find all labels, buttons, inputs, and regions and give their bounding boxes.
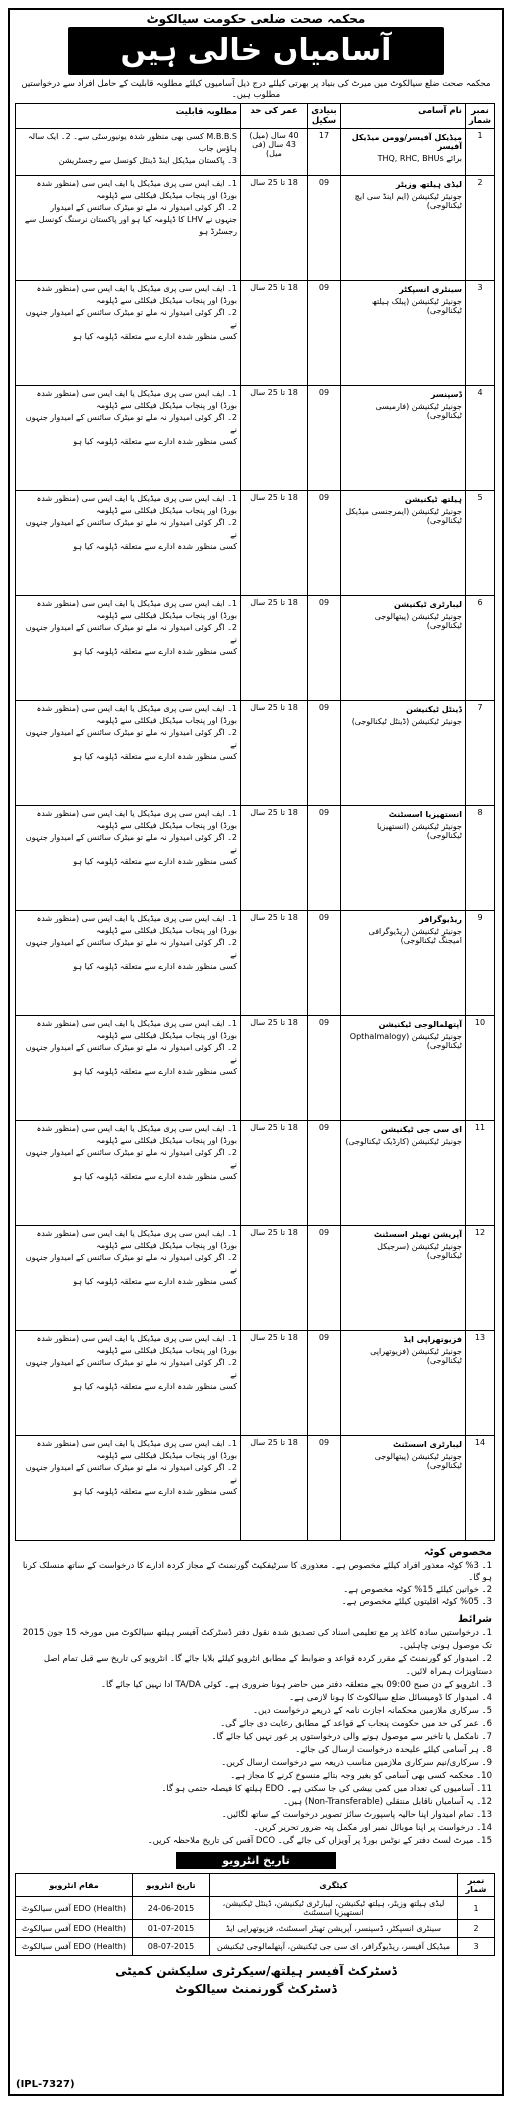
cell-post	[341, 281, 466, 386]
post-title: ای سی جی ٹیکنیشن	[380, 1125, 462, 1134]
cell-no: 6	[466, 596, 495, 701]
cell-post	[341, 386, 466, 491]
interview-header-date: تاریخ انٹرویو	[133, 1874, 210, 1897]
cell-scale: 09	[308, 806, 341, 911]
cell-post	[341, 701, 466, 806]
post-subtitle: جونیئر ٹیکنیشن (پبلک ہیلتھ ٹیکنالوجی)	[371, 297, 462, 315]
qualification-line: 2۔ اگر کوئی امیدوار نہ ملے تو میٹرک سائنس کے امیدوار جنہوں نے	[25, 413, 237, 434]
conditions-section	[10, 1608, 502, 1848]
condition-item: 6۔ عمر کی حد میں حکومت پنجاب کے قواعد کے مطابق رعایت دی جائے گی۔	[220, 1719, 492, 1729]
qualification-line: کسی منظور شدہ ادارے سے متعلقہ ڈپلومہ کیا ہو	[73, 332, 237, 341]
intro-text: محکمہ صحت ضلع سیالکوٹ میں میرٹ کی بنیاد پر بھرتی کیلئے درج ذیل آسامیوں کیلئے مطلوبہ قابلیت کے حامل افراد سے درخواستیں مطلوب ہیں۔	[21, 79, 491, 100]
cell-age: 18 تا 25 سال	[241, 491, 308, 596]
post-title: انستھیزیا اسسٹنٹ	[388, 810, 462, 819]
header-scale: بنیادی سکیل	[308, 104, 341, 129]
qualification-line: 2۔ اگر کوئی امیدوار نہ ملے تو میٹرک سائنس کے امیدوار جنہوں نے	[25, 1253, 237, 1274]
cell-qualification	[16, 1016, 241, 1121]
header-qualification: مطلوبہ قابلیت	[16, 104, 241, 129]
interview-header-row	[16, 1874, 495, 1897]
qualification-line: 1۔ ایف ایس سی پری میڈیکل یا ایف ایس سی (منظور شدہ بورڈ) اور پنجاب میڈیکل فیکلٹی سے ڈپلومہ	[36, 389, 237, 410]
interview-row	[16, 1920, 495, 1938]
qualification-line: 1۔ ایف ایس سی پری میڈیکل یا ایف ایس سی (منظور شدہ بورڈ) اور پنجاب میڈیکل فیکلٹی سے ڈپلومہ	[36, 494, 237, 515]
qualification-line: کسی منظور شدہ ادارے سے متعلقہ ڈپلومہ کیا ہو	[73, 962, 237, 971]
cell-no: 7	[466, 701, 495, 806]
interview-row	[16, 1897, 495, 1920]
qualification-line: 2۔ اگر کوئی امیدوار نہ ملے تو میٹرک سائنس کے امیدوار جنہوں نے	[25, 938, 237, 959]
interview-body	[16, 1897, 495, 1956]
cell-scale: 09	[308, 701, 341, 806]
condition-item: 3۔ انٹرویو کے دن صبح 09:00 بجے متعلقہ دفتر میں حاضر ہونا ضروری ہے۔ کوئی TA/DA ادا نہیں کیا جائے گا۔	[101, 1680, 492, 1690]
cell-no: 9	[466, 911, 495, 1016]
cell-qualification	[16, 129, 241, 176]
interview-cell-venue: EDO (Health) آفس سیالکوٹ	[16, 1920, 133, 1938]
cell-qualification	[16, 491, 241, 596]
cell-post	[341, 176, 466, 281]
cell-post	[341, 491, 466, 596]
condition-item: 4۔ امیدوار کا ڈومیسائل ضلع سیالکوٹ کا ہونا لازمی ہے۔	[289, 1693, 492, 1703]
cell-scale: 09	[308, 1331, 341, 1436]
table-row	[16, 176, 495, 281]
qualification-line: 1۔ ایف ایس سی پری میڈیکل یا ایف ایس سی (منظور شدہ بورڈ) اور پنجاب میڈیکل فیکلٹی سے ڈپلومہ	[36, 179, 237, 200]
qualification-line: کسی منظور شدہ ادارے سے متعلقہ ڈپلومہ کیا ہو	[73, 1487, 237, 1496]
qualification-line: M.B.B.S کسی بھی منظور شدہ یونیورسٹی سے۔ 2۔ ایک سالہ ہاؤس جاب	[27, 132, 237, 153]
interview-title: تاریخ انٹرویو	[176, 1852, 336, 1869]
post-title: آپریشن تھیٹر اسسٹنٹ	[373, 1230, 462, 1239]
qualification-line: 3۔ پاکستان میڈیکل اینڈ ڈینٹل کونسل سے رجسٹریشن	[58, 156, 237, 165]
cell-age: 18 تا 25 سال	[241, 281, 308, 386]
table-row	[16, 386, 495, 491]
cell-post	[341, 1331, 466, 1436]
header-no: نمبر شمار	[466, 104, 495, 129]
interview-cell-category: سینٹری انسپکٹر، ڈسپنسر، آپریشن تھیٹر اسسٹنٹ، فزیوتھراپی ایڈ	[210, 1920, 458, 1938]
qualification-line: 2۔ اگر کوئی امیدوار نہ ملے تو میٹرک سائنس کے امیدوار جنہوں نے	[25, 1148, 237, 1169]
quota-item: 1۔ 3% کوٹہ معذور افراد کیلئے مخصوص ہے۔ معذوری کا سرٹیفکیٹ گورنمنٹ کے مجاز کردہ ادارے کا درخواست کے ساتھ منسلک کرنا ہو گا۔	[22, 1561, 492, 1583]
post-subtitle: جونیئر ٹیکنیشن (انستھیزیا ٹیکنالوجی)	[376, 822, 462, 840]
conditions-list	[20, 1627, 492, 1848]
vacancies-body	[16, 129, 495, 1541]
condition-item: 8۔ ہر آسامی کیلئے علیحدہ درخواست ارسال کی جائے۔	[295, 1745, 492, 1755]
cell-scale: 09	[308, 1436, 341, 1541]
cell-no: 5	[466, 491, 495, 596]
cell-scale: 09	[308, 1016, 341, 1121]
post-title: فزیوتھراپی ایڈ	[403, 1335, 462, 1344]
qualification-line: 1۔ ایف ایس سی پری میڈیکل یا ایف ایس سی (منظور شدہ بورڈ) اور پنجاب میڈیکل فیکلٹی سے ڈپلومہ	[36, 914, 237, 935]
post-subtitle: جونیئر ٹیکنیشن (فارمیسی ٹیکنالوجی)	[375, 402, 462, 420]
qualification-line: 1۔ ایف ایس سی پری میڈیکل یا ایف ایس سی (منظور شدہ بورڈ) اور پنجاب میڈیکل فیکلٹی سے ڈپلومہ	[36, 1019, 237, 1040]
cell-post	[341, 1226, 466, 1331]
quota-list	[20, 1560, 492, 1608]
post-subtitle: جونیئر ٹیکنیشن (ڈینٹل ٹیکنالوجی)	[351, 717, 462, 726]
qualification-line: 2۔ اگر کوئی امیدوار نہ ملے تو میٹرک سائنس کے امیدوار جنہوں نے	[25, 308, 237, 329]
cell-no: 2	[466, 176, 495, 281]
condition-item: 13۔ تمام امیدوار اپنا حالیہ پاسپورٹ سائز تصویر درخواست کے ساتھ لگائیں۔	[221, 1810, 492, 1820]
cell-post	[341, 806, 466, 911]
cell-age: 18 تا 25 سال	[241, 176, 308, 281]
table-row	[16, 806, 495, 911]
post-title: لیبارٹری ٹیکنیشن	[393, 600, 462, 609]
qualification-line: 1۔ ایف ایس سی پری میڈیکل یا ایف ایس سی (منظور شدہ بورڈ) اور پنجاب میڈیکل فیکلٹی سے ڈپلومہ	[36, 809, 237, 830]
condition-item: 9۔ سرکاری/نیم سرکاری ملازمین مناسب ذریعہ سے درخواست ارسال کریں۔	[221, 1758, 492, 1768]
qualification-line: 1۔ ایف ایس سی پری میڈیکل یا ایف ایس سی (منظور شدہ بورڈ) اور پنجاب میڈیکل فیکلٹی سے ڈپلومہ	[36, 1229, 237, 1250]
table-row	[16, 281, 495, 386]
qualification-line: 2۔ اگر کوئی امیدوار نہ ملے تو میٹرک سائنس کے امیدوار جنہوں نے	[25, 1463, 237, 1484]
office-name: ڈسٹرکٹ گورنمنٹ سیالکوٹ	[175, 1982, 337, 1996]
cell-qualification	[16, 176, 241, 281]
cell-post	[341, 1016, 466, 1121]
post-subtitle: جونیئر ٹیکنیشن (ایمرجنسی میڈیکل ٹیکنالوجی)	[345, 507, 462, 525]
cell-scale: 09	[308, 281, 341, 386]
post-title: لیبارٹری اسسٹنٹ	[393, 1440, 462, 1449]
interview-cell-category: میڈیکل آفیسر، ریڈیوگرافر، ای سی جی ٹیکنیشن، آپتھلمالوجی ٹیکنیشن	[210, 1938, 458, 1956]
post-subtitle: جونیئر ٹیکنیشن (Opthalmalogy ٹیکنالوجی)	[349, 1032, 462, 1050]
cell-no: 10	[466, 1016, 495, 1121]
qualification-line: کسی منظور شدہ ادارے سے متعلقہ ڈپلومہ کیا ہو	[73, 542, 237, 551]
signature-block	[10, 1956, 502, 1998]
qualification-line: کسی منظور شدہ ادارے سے متعلقہ ڈپلومہ کیا ہو	[73, 1277, 237, 1286]
qualification-line: کسی منظور شدہ ادارے سے متعلقہ ڈپلومہ کیا ہو	[73, 1172, 237, 1181]
header-post: نام آسامی	[341, 104, 466, 129]
interview-cell-date: 01-07-2015	[133, 1920, 210, 1938]
table-row	[16, 1121, 495, 1226]
post-subtitle: جونیئر ٹیکنیشن (ریڈیوگرافی امیجنگ ٹیکنالوجی)	[368, 927, 462, 945]
post-title: ہیلتھ ٹیکنیشن	[404, 495, 462, 504]
qualification-line: 2۔ اگر کوئی امیدوار نہ ملے تو میٹرک سائنس کے امیدوار جنہوں نے	[25, 728, 237, 749]
post-title: ڈسپنسر	[430, 390, 462, 399]
vacancies-table	[15, 103, 495, 1541]
cell-post	[341, 911, 466, 1016]
advertisement-page	[8, 8, 504, 2096]
cell-no: 12	[466, 1226, 495, 1331]
post-title: سینٹری انسپکٹر	[399, 285, 462, 294]
cell-scale: 09	[308, 911, 341, 1016]
cell-no: 4	[466, 386, 495, 491]
cell-qualification	[16, 1331, 241, 1436]
qualification-line: کسی منظور شدہ ادارے سے متعلقہ ڈپلومہ کیا ہو	[73, 752, 237, 761]
interview-header-no: نمبر شمار	[458, 1874, 495, 1897]
header-age: عمر کی حد	[241, 104, 308, 129]
cell-qualification	[16, 596, 241, 701]
interview-header-category: کیٹگری	[210, 1874, 458, 1897]
cell-age: 18 تا 25 سال	[241, 806, 308, 911]
qualification-line: 1۔ ایف ایس سی پری میڈیکل یا ایف ایس سی (منظور شدہ بورڈ) اور پنجاب میڈیکل فیکلٹی سے ڈپلومہ	[36, 704, 237, 725]
qualification-line: 2۔ اگر کوئی امیدوار نہ ملے تو میٹرک سائنس کے امیدوار جنہوں نے	[25, 1043, 237, 1064]
cell-age: 18 تا 25 سال	[241, 911, 308, 1016]
cell-scale: 09	[308, 596, 341, 701]
cell-scale: 09	[308, 386, 341, 491]
table-row	[16, 1016, 495, 1121]
cell-post	[341, 129, 466, 176]
cell-no: 1	[466, 129, 495, 176]
post-title: ڈینٹل ٹیکنیشن	[406, 705, 462, 714]
cell-age: 18 تا 25 سال	[241, 1226, 308, 1331]
interview-cell-venue: EDO (Health) آفس سیالکوٹ	[16, 1897, 133, 1920]
cell-age: 18 تا 25 سال	[241, 596, 308, 701]
interview-cell-date: 08-07-2015	[133, 1938, 210, 1956]
post-subtitle: جونیئر ٹیکنیشن (فزیوتھراپی ٹیکنالوجی)	[370, 1347, 462, 1365]
table-row	[16, 911, 495, 1016]
qualification-line: کسی منظور شدہ ادارے سے متعلقہ ڈپلومہ کیا ہو	[73, 857, 237, 866]
quota-section	[10, 1541, 502, 1608]
cell-qualification	[16, 1121, 241, 1226]
interview-row	[16, 1938, 495, 1956]
condition-item: 1۔ درخواستیں سادہ کاغذ پر مع تعلیمی اسناد کی تصدیق شدہ نقول دفتر ڈسٹرکٹ آفیسر ہیلتھ سیالکوٹ میں مورخہ 15 جون 2015 تک موصول ہونی چاہئیں۔	[22, 1628, 492, 1651]
post-subtitle: جونیئر ٹیکنیشن (پیتھالوجی ٹیکنالوجی)	[374, 1452, 462, 1470]
cell-no: 3	[466, 281, 495, 386]
qualification-line: کسی منظور شدہ ادارے سے متعلقہ ڈپلومہ کیا ہو	[73, 1067, 237, 1076]
cell-qualification	[16, 806, 241, 911]
table-row	[16, 1226, 495, 1331]
interview-cell-category: لیڈی ہیلتھ وزیٹر، ہیلتھ ٹیکنیشن، لیبارٹری ٹیکنیشن، ڈینٹل ٹیکنیشن، انستھیزیا اسسٹنٹ	[210, 1897, 458, 1920]
cell-scale: 09	[308, 1121, 341, 1226]
post-subtitle: جونیئر ٹیکنیشن (ایم اینڈ سی ایچ ٹیکنالوجی)	[354, 192, 462, 210]
cell-age: 40 سال (میل) 43 سال (فی میل)	[241, 129, 308, 176]
cell-scale: 09	[308, 491, 341, 596]
cell-scale: 09	[308, 1226, 341, 1331]
post-title: لیڈی ہیلتھ وزیٹر	[395, 180, 462, 189]
cell-age: 18 تا 25 سال	[241, 1121, 308, 1226]
table-row	[16, 491, 495, 596]
post-subtitle: جونیئر ٹیکنیشن (کارڈیک ٹیکنالوجی)	[345, 1137, 462, 1146]
cell-qualification	[16, 911, 241, 1016]
quota-title: مخصوص کوٹہ	[423, 1547, 492, 1558]
qualification-line: 2۔ اگر کوئی امیدوار نہ ملے تو میٹرک سائنس کے امیدوار جنہوں نے	[25, 1358, 237, 1379]
interview-header-venue: مقام انٹرویو	[16, 1874, 133, 1897]
cell-scale: 09	[308, 176, 341, 281]
table-header-row	[16, 104, 495, 129]
cell-no: 8	[466, 806, 495, 911]
committee-name: ڈسٹرکٹ آفیسر ہیلتھ/سیکرٹری سلیکشن کمیٹی	[115, 1964, 397, 1978]
qualification-line: 1۔ ایف ایس سی پری میڈیکل یا ایف ایس سی (منظور شدہ بورڈ) اور پنجاب میڈیکل فیکلٹی سے ڈپلومہ	[36, 599, 237, 620]
condition-item: 11۔ آسامیوں کی تعداد میں کمی بیشی کی جا سکتی ہے۔ EDO ہیلتھ کا فیصلہ حتمی ہو گا۔	[161, 1784, 492, 1794]
qualification-line: جنہوں نے LHV کا ڈپلومہ کیا ہو اور پاکستان نرسنگ کونسل سے رجسٹرڈ ہو	[24, 215, 237, 236]
cell-age: 18 تا 25 سال	[241, 701, 308, 806]
condition-item: 7۔ نامکمل یا تاخیر سے موصول ہونے والی درخواستوں پر غور نہیں کیا جائے گا۔	[211, 1732, 492, 1742]
table-row	[16, 1436, 495, 1541]
cell-post	[341, 1436, 466, 1541]
post-subtitle: جونیئر ٹیکنیشن (سرجیکل ٹیکنالوجی)	[377, 1242, 462, 1260]
qualification-line: 1۔ ایف ایس سی پری میڈیکل یا ایف ایس سی (منظور شدہ بورڈ) اور پنجاب میڈیکل فیکلٹی سے ڈپلومہ	[36, 1124, 237, 1145]
interview-cell-no: 1	[458, 1897, 495, 1920]
department-heading: محکمہ صحت ضلعی حکومت سیالکوٹ	[146, 12, 366, 26]
quota-item: 2۔ خواتین کیلئے 15% کوٹہ مخصوص ہے۔	[343, 1585, 492, 1595]
cell-post	[341, 596, 466, 701]
cell-qualification	[16, 1226, 241, 1331]
cell-qualification	[16, 386, 241, 491]
cell-age: 18 تا 25 سال	[241, 386, 308, 491]
condition-item: 5۔ سرکاری ملازمین محکمانہ اجازت نامہ کے ذریعے درخواست دیں۔	[253, 1706, 492, 1716]
conditions-title: شرائط	[458, 1614, 492, 1625]
qualification-line: 2۔ اگر کوئی امیدوار نہ ملے تو میٹرک سائنس کے امیدوار جنہوں نے	[25, 623, 237, 644]
vacancies-banner: آسامیاں خالی ہیں	[68, 27, 444, 75]
cell-post	[341, 1121, 466, 1226]
cell-no: 11	[466, 1121, 495, 1226]
qualification-line: 2۔ اگر کوئی امیدوار نہ ملے تو میٹرک سائنس کے امیدوار جنہوں نے	[25, 518, 237, 539]
qualification-line: 1۔ ایف ایس سی پری میڈیکل یا ایف ایس سی (منظور شدہ بورڈ) اور پنجاب میڈیکل فیکلٹی سے ڈپلومہ	[36, 284, 237, 305]
condition-item: 10۔ محکمہ کسی بھی آسامی کو بغیر وجہ بتائے منسوخ کرنے کا مجاز ہے۔	[230, 1771, 492, 1781]
cell-qualification	[16, 1436, 241, 1541]
cell-age: 18 تا 25 سال	[241, 1016, 308, 1121]
qualification-line: کسی منظور شدہ ادارے سے متعلقہ ڈپلومہ کیا ہو	[73, 647, 237, 656]
interview-cell-venue: EDO (Health) آفس سیالکوٹ	[16, 1938, 133, 1956]
qualification-line: کسی منظور شدہ ادارے سے متعلقہ ڈپلومہ کیا ہو	[73, 1382, 237, 1391]
table-row	[16, 1331, 495, 1436]
condition-item: 15۔ میرٹ لسٹ دفتر کے نوٹس بورڈ پر آویزاں کی جائے گی۔ DCO آفس کی تاریخ ملاحظہ کریں۔	[147, 1836, 492, 1846]
qualification-line: 2۔ اگر کوئی امیدوار نہ ملے تو میٹرک سائنس کے امیدوار جنہوں نے	[25, 833, 237, 854]
post-subtitle: برائے THQ, RHC, BHUs	[377, 154, 462, 163]
cell-qualification	[16, 701, 241, 806]
table-row	[16, 701, 495, 806]
cell-scale: 17	[308, 129, 341, 176]
post-title: میڈیکل آفیسر/وومن میڈیکل آفیسر	[351, 133, 462, 151]
qualification-line: 1۔ ایف ایس سی پری میڈیکل یا ایف ایس سی (منظور شدہ بورڈ) اور پنجاب میڈیکل فیکلٹی سے ڈپلومہ	[36, 1334, 237, 1355]
cell-age: 18 تا 25 سال	[241, 1436, 308, 1541]
ipl-reference: (IPL-7327)	[16, 2079, 75, 2090]
post-title: ریڈیوگرافر	[419, 915, 462, 924]
condition-item: 2۔ امیدوار کو گورنمنٹ کے مقرر کردہ قواعد و ضوابط کے مطابق انٹرویو کیلئے بلایا جائے گا۔ انٹرویو کی تاریخ سے قبل تمام اصل دستاویزات ہمراہ لائیں۔	[43, 1654, 492, 1677]
qualification-line: 2۔ اگر کوئی امیدوار نہ ملے تو میٹرک سائنس کے امیدوار	[50, 203, 237, 212]
post-subtitle: جونیئر ٹیکنیشن (پیتھالوجی ٹیکنالوجی)	[374, 612, 462, 630]
quota-item: 3۔ 05% کوٹہ اقلیتوں کیلئے مخصوص ہے۔	[341, 1597, 492, 1607]
interview-table	[15, 1873, 495, 1956]
table-row	[16, 596, 495, 701]
interview-cell-no: 2	[458, 1920, 495, 1938]
qualification-line: 1۔ ایف ایس سی پری میڈیکل یا ایف ایس سی (منظور شدہ بورڈ) اور پنجاب میڈیکل فیکلٹی سے ڈپلومہ	[36, 1439, 237, 1460]
cell-age: 18 تا 25 سال	[241, 1331, 308, 1436]
cell-qualification	[16, 281, 241, 386]
interview-cell-date: 24-06-2015	[133, 1897, 210, 1920]
post-title: آپتھلمالوجی ٹیکنیشن	[378, 1020, 462, 1029]
cell-no: 14	[466, 1436, 495, 1541]
condition-item: 14۔ درخواست پر اپنا موبائل نمبر اور مکمل پتہ ضرور تحریر کریں۔	[253, 1823, 492, 1833]
condition-item: 12۔ یہ آسامیاں ناقابل منتقلی (Non-Transferable) ہیں۔	[283, 1797, 492, 1807]
table-row	[16, 129, 495, 176]
interview-cell-no: 3	[458, 1938, 495, 1956]
cell-no: 13	[466, 1331, 495, 1436]
qualification-line: کسی منظور شدہ ادارے سے متعلقہ ڈپلومہ کیا ہو	[73, 437, 237, 446]
